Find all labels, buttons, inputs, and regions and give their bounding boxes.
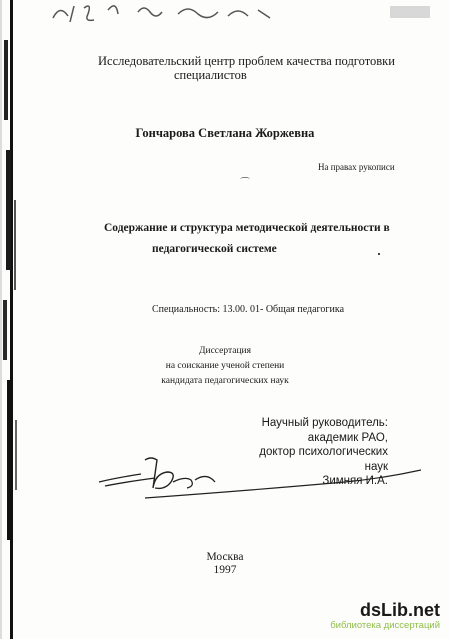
institution-line-2: специалистов bbox=[174, 68, 247, 82]
degree-line-1: на соискание ученой степени bbox=[165, 361, 285, 371]
supervisor-title: академик РАО, bbox=[307, 431, 388, 444]
title-line-2: педагогической системе bbox=[152, 243, 277, 255]
scan-corner-mark bbox=[390, 6, 430, 18]
handwritten-signature bbox=[95, 452, 425, 502]
supervisor-name: Зимняя И.А. bbox=[322, 475, 388, 487]
year: 1997 bbox=[213, 564, 237, 576]
dissertation-label: Диссертация bbox=[199, 346, 251, 356]
title-line-1: Содержание и структура методической деятельности в bbox=[104, 222, 390, 234]
institution-line-1: Исследовательский центр проблем качества подготовки bbox=[98, 54, 395, 68]
rights-note: На правах рукописи bbox=[318, 162, 395, 172]
dslib-watermark-link[interactable] bbox=[318, 601, 440, 633]
place-and-year bbox=[0, 551, 450, 577]
degree-line-2: кандидата педагогических наук bbox=[161, 376, 289, 386]
scan-speck: ⌒ bbox=[240, 178, 250, 189]
scan-edge-artifact bbox=[0, 0, 26, 639]
handwritten-mark-top bbox=[48, 0, 278, 26]
dslib-logo: dsLib.net bbox=[360, 600, 440, 620]
author-name: Гончарова Светлана Жоржевна bbox=[135, 126, 315, 140]
dslib-subtitle: библиотека диссертаций bbox=[330, 620, 440, 631]
supervisor-degree: доктор психологических наук bbox=[259, 446, 388, 473]
supervisor-heading: Научный руководитель: bbox=[261, 417, 388, 429]
scan-dot bbox=[378, 253, 380, 255]
dissertation-title bbox=[104, 218, 394, 260]
city: Москва bbox=[206, 551, 244, 563]
specialty-line: Специальность: 13.00. 01- Общая педагогика bbox=[152, 304, 345, 315]
institution-name bbox=[98, 54, 408, 82]
